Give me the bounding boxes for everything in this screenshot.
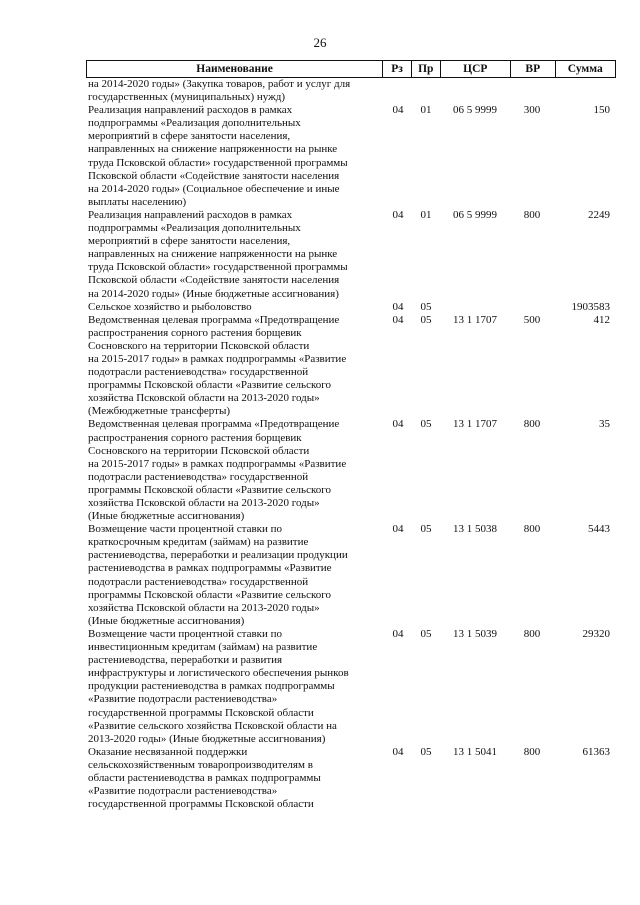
cell-pr: 05: [420, 300, 432, 313]
name-line: хозяйства Псковской области на 2013-2020 годы»: [88, 392, 320, 405]
name-line: (Иные бюджетные ассигнования): [88, 614, 245, 627]
cell-name: [86, 746, 384, 811]
name-line: выплаты населению): [88, 195, 187, 208]
name-line: на 2015-2017 годы» в рамках подпрограммы «Развитие: [88, 352, 347, 365]
name-line: «Развитие подотрасли растениеводства»: [88, 785, 278, 798]
name-line: мероприятий в сфере занятости населения,: [88, 235, 291, 248]
name-line: государственной программы Псковской области: [88, 706, 314, 719]
table-row: [86, 418, 616, 523]
name-line: на 2014-2020 годы» (Иные бюджетные ассигнования): [88, 287, 339, 300]
cell-pr: 01: [420, 208, 432, 221]
name-line: программы Псковской области «Развитие сельского: [88, 588, 331, 601]
cell-rz: [384, 78, 412, 104]
name-line: на 2014-2020 годы» (Закупка товаров, работ и услуг для: [88, 78, 351, 90]
name-line: подотрасли растениеводства» государственной: [88, 575, 309, 588]
name-line: растениеводства, переработки и развития: [88, 654, 283, 667]
table-row: [86, 746, 616, 811]
cell-rz: 04: [392, 418, 404, 431]
name-line: подотрасли растениеводства» государственной: [88, 366, 309, 379]
name-line: «Развитие подотрасли растениеводства»: [88, 693, 278, 706]
name-line: направленных на снижение напряженности на рынке: [88, 248, 338, 261]
name-line: краткосрочным кредитам (займам) на развитие: [88, 536, 309, 549]
name-line: Псковской области «Содействие занятости населения: [88, 169, 340, 182]
name-line: (Межбюджетные трансферты): [88, 405, 230, 418]
cell-pr: 05: [420, 745, 432, 758]
name-line: распространения сорного растения борщевик: [88, 431, 302, 444]
name-line: Оказание несвязанной поддержки: [88, 745, 248, 758]
name-line: направленных на снижение напряженности на рынке: [88, 143, 338, 156]
cell-name: [86, 418, 384, 523]
header-sum: Сумма: [555, 61, 615, 77]
name-line: Сосновского на территории Псковской области: [88, 444, 310, 457]
header-vr: ВР: [510, 61, 555, 77]
cell-pr: [412, 78, 440, 104]
name-line: Ведомственная целевая программа «Предотвращение: [88, 313, 340, 326]
cell-sum: 2249: [588, 208, 610, 221]
name-line: распространения сорного растения борщевик: [88, 326, 302, 339]
cell-sum: 5443: [588, 523, 610, 536]
name-line: хозяйства Псковской области на 2013-2020 годы»: [88, 601, 320, 614]
cell-csr: 13 1 1707: [453, 313, 497, 326]
cell-csr: 13 1 5039: [453, 627, 497, 640]
name-line: Возмещение части процентной ставки по: [88, 523, 283, 536]
budget-table: [86, 60, 616, 811]
cell-vr: [510, 78, 554, 104]
name-line: области растениеводства в рамках подпрограммы: [88, 771, 321, 784]
name-line: программы Псковской области «Развитие сельского: [88, 483, 331, 496]
cell-vr: 800: [523, 418, 541, 431]
cell-rz: 04: [392, 627, 404, 640]
cell-csr: [440, 301, 510, 314]
table-row: [86, 78, 616, 104]
cell-sum: [554, 78, 614, 104]
cell-rz: 04: [392, 313, 404, 326]
cell-name: [86, 628, 384, 746]
cell-rz: 04: [392, 300, 404, 313]
name-line: Сосновского на территории Псковской области: [88, 339, 310, 352]
name-line: государственной программы Псковской области: [88, 798, 314, 811]
cell-pr: 05: [420, 418, 432, 431]
name-line: на 2015-2017 годы» в рамках подпрограммы «Развитие: [88, 457, 347, 470]
cell-pr: 01: [420, 104, 432, 117]
cell-name: [86, 104, 384, 209]
name-line: «Развитие сельского хозяйства Псковской области на: [88, 719, 337, 732]
name-line: труда Псковской области» государственной программы: [88, 261, 348, 274]
name-line: труда Псковской области» государственной программы: [88, 156, 348, 169]
name-line: подпрограммы «Реализация дополнительных: [88, 222, 301, 235]
header-name: Наименование: [196, 63, 273, 75]
name-line: Реализация направлений расходов в рамках: [88, 104, 293, 117]
cell-csr: 13 1 1707: [453, 418, 497, 431]
name-line: растениеводства, переработки и реализации продукции: [88, 549, 348, 562]
cell-csr: 13 1 5041: [453, 745, 497, 758]
cell-pr: 05: [420, 313, 432, 326]
cell-vr: 800: [523, 627, 541, 640]
name-line: хозяйства Псковской области на 2013-2020 годы»: [88, 497, 320, 509]
cell-vr: 800: [523, 523, 541, 536]
table-row: [86, 104, 616, 209]
header-rz: Рз: [382, 61, 411, 77]
cell-rz: 04: [392, 745, 404, 758]
name-line: сельскохозяйственным товаропроизводителям в: [88, 758, 313, 771]
cell-vr: 500: [523, 313, 541, 326]
name-line: программы Псковской области «Развитие сельского: [88, 379, 331, 392]
cell-vr: 800: [523, 208, 541, 221]
cell-name: [86, 314, 384, 419]
name-line: мероприятий в сфере занятости населения,: [88, 130, 291, 143]
cell-name: [86, 209, 384, 301]
table-row: [86, 523, 616, 628]
cell-sum: 150: [593, 104, 610, 117]
cell-pr: 05: [420, 627, 432, 640]
name-line: на 2014-2020 годы» (Социальное обеспечение и иные: [88, 182, 340, 195]
cell-vr: [510, 301, 554, 314]
cell-vr: 800: [523, 745, 541, 758]
table-header: [86, 60, 616, 78]
name-line: растениеводства в рамках подпрограммы «Развитие: [88, 562, 332, 575]
cell-csr: 06 5 9999: [453, 104, 497, 117]
cell-rz: 04: [392, 523, 404, 536]
name-line: инвестиционным кредитам (займам) на развитие: [88, 641, 318, 654]
page-number: 26: [313, 35, 327, 50]
name-line: Сельское хозяйство и рыболовство: [88, 300, 252, 313]
name-line: (Иные бюджетные ассигнования): [88, 510, 245, 523]
cell-csr: 13 1 5038: [453, 523, 497, 536]
name-line: Возмещение части процентной ставки по: [88, 627, 283, 640]
table-row: [86, 301, 616, 314]
cell-rz: 04: [392, 208, 404, 221]
table-row: [86, 314, 616, 419]
cell-sum: 61363: [582, 745, 610, 758]
cell-sum: 1903583: [571, 300, 610, 313]
name-line: продукции растениеводства в рамках подпрограммы: [88, 680, 335, 693]
name-line: подпрограммы «Реализация дополнительных: [88, 117, 301, 130]
cell-name: [86, 78, 384, 104]
cell-sum: 29320: [582, 627, 610, 640]
name-line: Ведомственная целевая программа «Предотвращение: [88, 418, 340, 431]
cell-sum: 35: [599, 418, 610, 431]
cell-name: [86, 523, 384, 628]
table-row: [86, 209, 616, 301]
cell-sum: 412: [593, 313, 610, 326]
name-line: государственных (муниципальных) нужд): [88, 91, 285, 104]
header-pr: Пр: [411, 61, 440, 77]
cell-csr: [440, 78, 510, 104]
name-line: Реализация направлений расходов в рамках: [88, 208, 293, 221]
name-line: 2013-2020 годы» (Иные бюджетные ассигнования): [88, 732, 326, 745]
cell-vr: 300: [523, 104, 541, 117]
name-line: инфраструктуры и логистического обеспечения рынков: [88, 667, 349, 680]
name-line: Псковской области «Содействие занятости населения: [88, 274, 340, 287]
table-row: [86, 628, 616, 746]
name-line: подотрасли растениеводства» государственной: [88, 470, 309, 483]
cell-rz: 04: [392, 104, 404, 117]
table-body: [86, 78, 616, 811]
cell-pr: 05: [420, 523, 432, 536]
header-csr: ЦСР: [440, 61, 510, 77]
cell-csr: 06 5 9999: [453, 208, 497, 221]
cell-name: [86, 301, 384, 314]
